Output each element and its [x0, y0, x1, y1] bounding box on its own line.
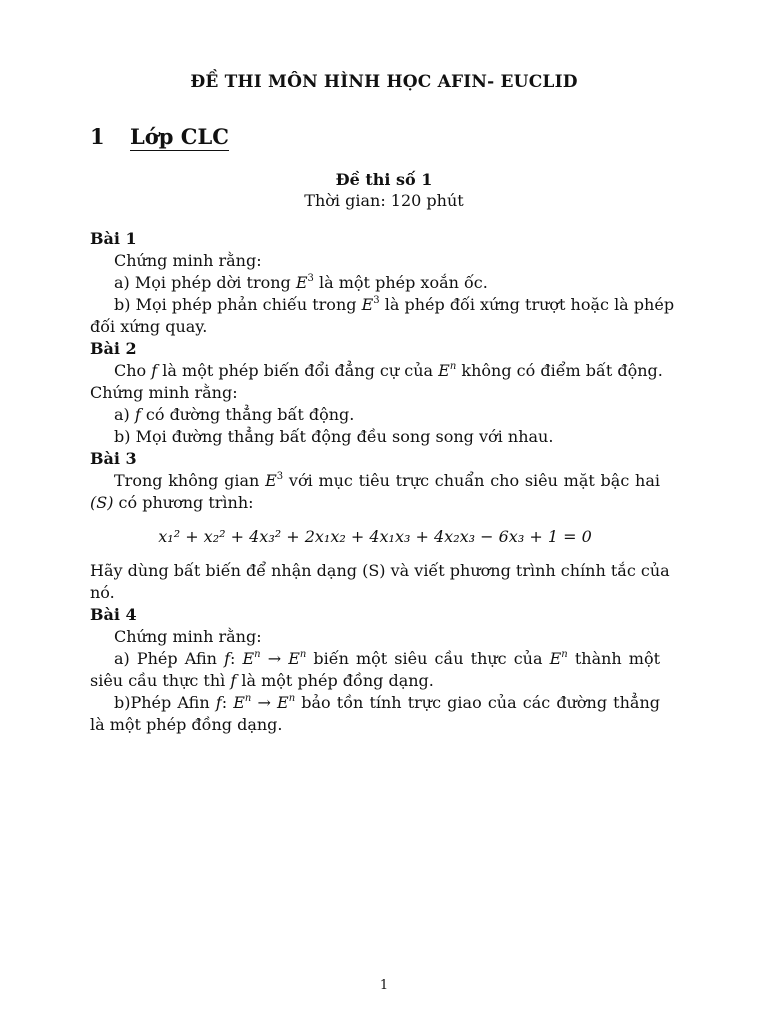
problem-2-part-a: a) f có đường thẳng bất động. — [114, 405, 355, 424]
problem-2-statement: Cho f là một phép biến đổi đẳng cự của $E^n$ không có điểm bất động. — [114, 361, 663, 380]
document-title: ĐỀ THI MÔN HÌNH HỌC AFIN- EUCLID — [190, 72, 578, 92]
problem-2-prove: Chứng minh rằng: — [90, 383, 238, 402]
problem-3-task: Hãy dùng bất biến để nhận dạng (S) và viết phương trình chính tắc của — [90, 561, 670, 580]
section-heading — [90, 124, 229, 151]
problem-2-part-b: b) Mọi đường thẳng bất động đều song song với nhau. — [114, 427, 554, 446]
problem-2-label: Bài 2 — [90, 339, 137, 358]
problems-body — [90, 228, 675, 736]
problem-1-part-b: b) Mọi phép phản chiếu trong $E^3$ là phép đối xứng trượt hoặc là phép — [114, 295, 675, 314]
problem-4-part-b-cont: là một phép đồng dạng. — [90, 715, 283, 734]
section-number: 1 — [90, 124, 105, 149]
problem-4-intro: Chứng minh rằng: — [114, 627, 262, 646]
problem-4-part-a-cont: siêu cầu thực thì f là một phép đồng dạng. — [90, 671, 434, 690]
problem-3-equation: x₁² + x₂² + 4x₃² + 2x₁x₂ + 4x₁x₃ + 4x₂x₃ − 6x₃ + 1 = 0 — [158, 527, 592, 546]
problem-3-label: Bài 3 — [90, 449, 137, 468]
problem-1-label: Bài 1 — [90, 229, 137, 248]
exam-time: Thời gian: 120 phút — [304, 191, 464, 210]
problem-4-part-a: a) Phép Afin f: $E^n \to E^n$ biến một siêu cầu thực của $E^n$ thành một — [114, 649, 661, 668]
page-number: 1 — [379, 978, 389, 993]
exam-title: Đề thi số 1 — [335, 170, 433, 189]
problem-1-part-b-cont: đối xứng quay. — [90, 317, 208, 336]
problem-3-task-cont: nó. — [90, 583, 115, 602]
problem-4-label: Bài 4 — [90, 605, 137, 624]
problem-1-part-a: a) Mọi phép dời trong $E^3$ là một phép xoắn ốc. — [114, 273, 488, 292]
section-name: Lớp CLC — [130, 124, 229, 149]
problem-1-intro: Chứng minh rằng: — [114, 251, 262, 270]
problem-4-part-b: b)Phép Afin f: $E^n \to E^n$ bảo tồn tính trực giao của các đường thẳng — [114, 693, 661, 712]
problem-3-statement: Trong không gian $E^3$ với mục tiêu trực chuẩn cho siêu mặt bậc hai — [114, 471, 660, 490]
problem-3-statement-cont: (S) có phương trình: — [90, 493, 254, 512]
